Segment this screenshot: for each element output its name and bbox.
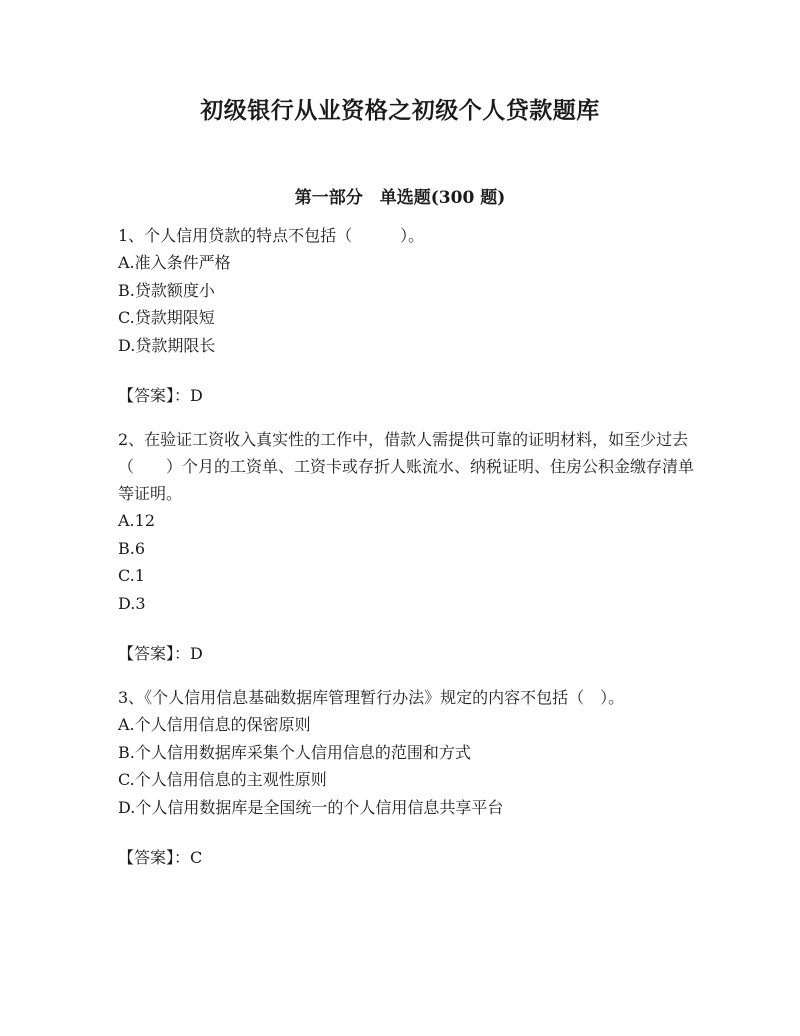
option-a: A.12 xyxy=(118,511,155,530)
answer-value: D xyxy=(190,386,203,405)
question-stem: 2、在验证工资收入真实性的工作中，借款人需提供可靠的证明材料，如至少过去（ ）个月的工资单、工资卡或存折人账流水、纳税证明、住房公积金缴存清单等证明。 xyxy=(118,430,695,503)
option-a: A.准入条件严格 xyxy=(118,253,231,272)
question-2 xyxy=(118,426,698,667)
option-a: A.个人信用信息的保密原则 xyxy=(118,715,311,734)
option-d: D.3 xyxy=(118,593,146,613)
answer-label: 【答案】： xyxy=(118,386,191,405)
option-d: D.个人信用数据库是全国统一的个人信用信息共享平台 xyxy=(118,797,504,817)
option-c: C.个人信用信息的主观性原则 xyxy=(118,770,327,789)
option-b: B.6 xyxy=(118,538,146,558)
option-b: B.贷款额度小 xyxy=(118,280,215,300)
option-d: D.贷款期限长 xyxy=(118,335,216,355)
section-title: 第一部分 单选题(300 题) xyxy=(294,188,506,208)
document-title: 初级银行从业资格之初级个人贷款题库 xyxy=(200,97,600,124)
question-1 xyxy=(118,222,698,409)
answer-label: 【答案】： xyxy=(118,848,191,867)
question-list xyxy=(118,222,698,888)
answer-value: C xyxy=(190,848,203,867)
answer-line xyxy=(118,382,698,409)
question-stem: 3、《个人信用信息基础数据库管理暂行办法》规定的内容不包括（ ）。 xyxy=(118,688,625,707)
question-stem: 1、个人信用贷款的特点不包括（ ）。 xyxy=(118,226,425,245)
option-b: B.个人信用数据库采集个人信用信息的范围和方式 xyxy=(118,742,471,762)
question-3 xyxy=(118,684,698,871)
answer-label: 【答案】： xyxy=(118,644,191,663)
option-c: C.贷款期限短 xyxy=(118,308,215,327)
answer-line xyxy=(118,640,698,667)
option-c: C.1 xyxy=(118,566,145,585)
answer-line xyxy=(118,844,698,871)
answer-value: D xyxy=(190,644,203,663)
